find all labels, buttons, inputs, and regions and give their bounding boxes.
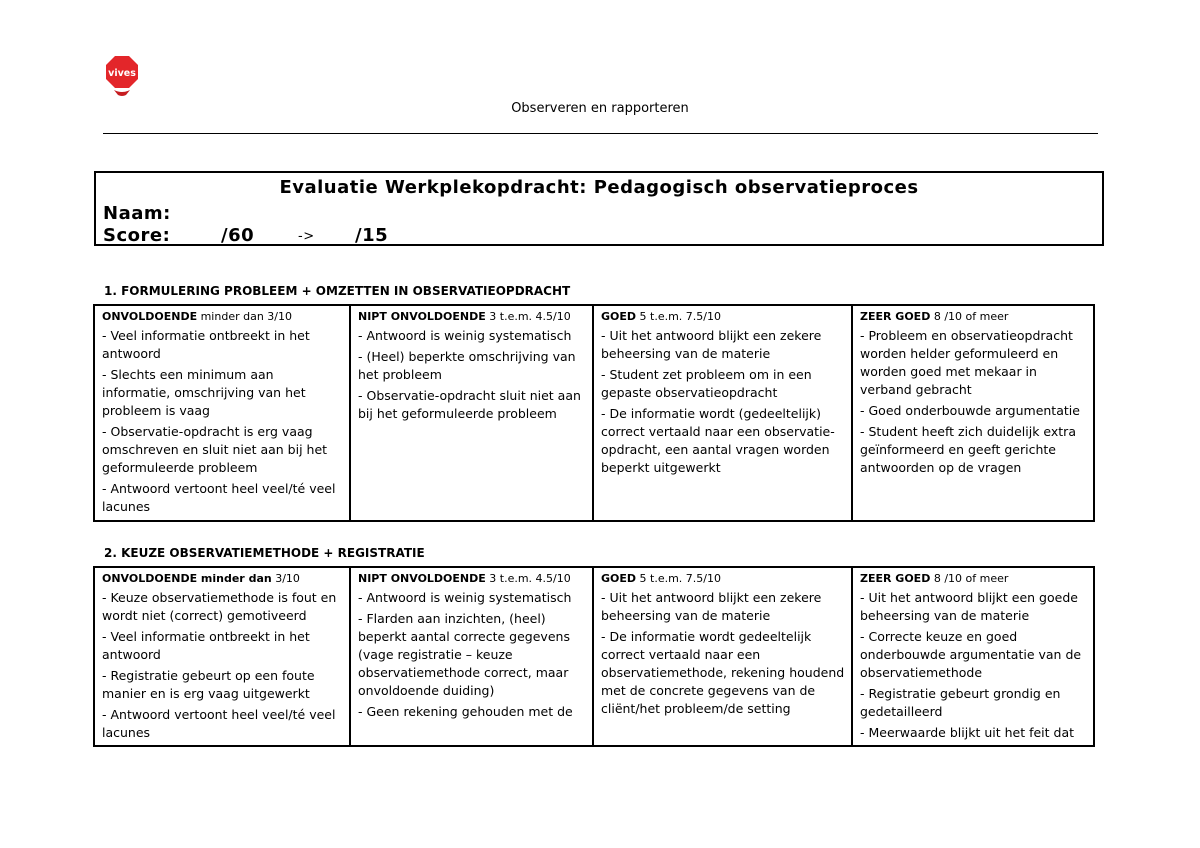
rubric-cell-zeer-goed: [852, 305, 1094, 521]
criterion-item: - Observatie-opdracht is erg vaag omschreven en sluit niet aan bij het geformuleerde probleem: [102, 424, 328, 475]
criterion-item: - Antwoord vertoont heel veel/té veel lacunes: [102, 481, 336, 514]
criterion-item: - Veel informatie ontbreekt in het antwoord: [102, 328, 310, 361]
criterion-item: - Observatie-opdracht sluit niet aan bij het geformuleerde probleem: [358, 388, 581, 421]
rubric-cell-goed: [593, 567, 852, 746]
criterion-item: - (Heel) beperkte omschrijving van het probleem: [358, 349, 576, 382]
level-range: 3 t.e.m. 4.5/10: [485, 310, 571, 323]
level-name: ONVOLDOENDE minder dan: [102, 572, 272, 585]
level-header: [358, 309, 586, 324]
section-title-1: 1. FORMULERING PROBLEEM + OMZETTEN IN OBSERVATIEOPDRACHT: [104, 284, 571, 298]
level-range: 8 /10 of meer: [930, 310, 1009, 323]
level-header: [601, 571, 845, 586]
criterion-item: - Uit het antwoord blijkt een zekere beheersing van de materie: [601, 328, 822, 361]
criterion-item: - Flarden aan inzichten, (heel) beperkt aantal correcte gegevens (vage registratie – keuze observatiemethode correct, maar onvoldoende duiding): [358, 611, 570, 698]
level-name: ONVOLDOENDE: [102, 310, 198, 323]
rubric-cell-onvoldoende: [94, 567, 350, 746]
rubric-cell-nipt-onvoldoende: [350, 567, 593, 746]
level-name: GOED: [601, 310, 637, 323]
criterion-item: - Goed onderbouwde argumentatie: [860, 403, 1080, 418]
rubric-cell-nipt-onvoldoende: [350, 305, 593, 521]
criterion-item: - Veel informatie ontbreekt in het antwoord: [102, 629, 310, 662]
score-label: Score:: [103, 225, 171, 246]
criterion-item: - Student heeft zich duidelijk extra geïnformeerd en geeft gerichte antwoorden op de vragen: [860, 424, 1076, 475]
criterion-item: - Uit het antwoord blijkt een zekere beheersing van de materie: [601, 590, 822, 623]
criterion-item: - Uit het antwoord blijkt een goede beheersing van de materie: [860, 590, 1078, 623]
criterion-item: - Keuze observatiemethode is fout en wordt niet (correct) gemotiveerd: [102, 590, 337, 623]
rubric-row: [94, 567, 1094, 746]
page-header: Observeren en rapporteren: [511, 101, 689, 116]
svg-text:vives: vives: [108, 68, 136, 79]
level-range: 8 /10 of meer: [930, 572, 1009, 585]
level-name: GOED: [601, 572, 637, 585]
criterion-item: - Antwoord is weinig systematisch: [358, 590, 572, 605]
score-converted: /15: [355, 225, 389, 246]
criterion-item: - Antwoord is weinig systematisch: [358, 328, 572, 343]
criterion-item: - Slechts een minimum aan informatie, omschrijving van het probleem is vaag: [102, 367, 306, 418]
criterion-item: - De informatie wordt gedeeltelijk correct vertaald naar een observatiemethode, rekening houdend met de concrete gegevens van de cliënt/het probleem/de setting: [601, 629, 845, 716]
criterion-item: - Correcte keuze en goed onderbouwde argumentatie van de observatiemethode: [860, 629, 1082, 680]
criterion-item: - Registratie gebeurt op een foute manier en is erg vaag uitgewerkt: [102, 668, 315, 701]
level-header: [601, 309, 845, 324]
score-total: /60: [221, 225, 255, 246]
level-name: ZEER GOED: [860, 310, 931, 323]
criterion-item: - Student zet probleem om in een gepaste observatieopdracht: [601, 367, 812, 400]
rubric-table-1: [93, 304, 1095, 522]
score-row: [103, 225, 503, 249]
rubric-cell-zeer-goed: [852, 567, 1094, 746]
criterion-item: - De informatie wordt (gedeeltelijk) correct vertaald naar een observatie-opdracht, een aantal vragen worden beperkt uitgewerkt: [601, 406, 835, 475]
level-header: [102, 309, 343, 324]
header-divider: [103, 133, 1098, 134]
level-range: 3 t.e.m. 4.5/10: [485, 572, 571, 585]
document-title: Evaluatie Werkplekopdracht: Pedagogisch observatieproces: [279, 177, 919, 198]
rubric-row: [94, 305, 1094, 521]
level-name: NIPT ONVOLDOENDE: [358, 572, 486, 585]
level-range: 3/10: [271, 572, 300, 585]
score-arrow: ->: [298, 229, 315, 244]
level-name: ZEER GOED: [860, 572, 931, 585]
level-range: 5 t.e.m. 7.5/10: [636, 310, 722, 323]
level-range: 5 t.e.m. 7.5/10: [636, 572, 722, 585]
level-range: minder dan 3/10: [197, 310, 292, 323]
title-box: [94, 171, 1104, 246]
rubric-table-2: [93, 566, 1095, 747]
criterion-item: - Registratie gebeurt grondig en gedetailleerd: [860, 686, 1061, 719]
level-header: [860, 309, 1087, 324]
criterion-item: - Antwoord vertoont heel veel/té veel lacunes: [102, 707, 336, 740]
rubric-cell-onvoldoende: [94, 305, 350, 521]
rubric-cell-goed: [593, 305, 852, 521]
level-name: NIPT ONVOLDOENDE: [358, 310, 486, 323]
section-title-2: 2. KEUZE OBSERVATIEMETHODE + REGISTRATIE: [104, 546, 425, 560]
criterion-item: - Meerwaarde blijkt uit het feit dat: [860, 725, 1075, 740]
level-header: [358, 571, 586, 586]
criterion-item: - Geen rekening gehouden met de: [358, 704, 573, 719]
name-label: Naam:: [103, 203, 171, 224]
level-header: [102, 571, 343, 586]
level-header: [860, 571, 1087, 586]
vives-logo: [104, 54, 140, 98]
criterion-item: - Probleem en observatieopdracht worden helder geformuleerd en worden goed met mekaar in verband gebracht: [860, 328, 1073, 397]
